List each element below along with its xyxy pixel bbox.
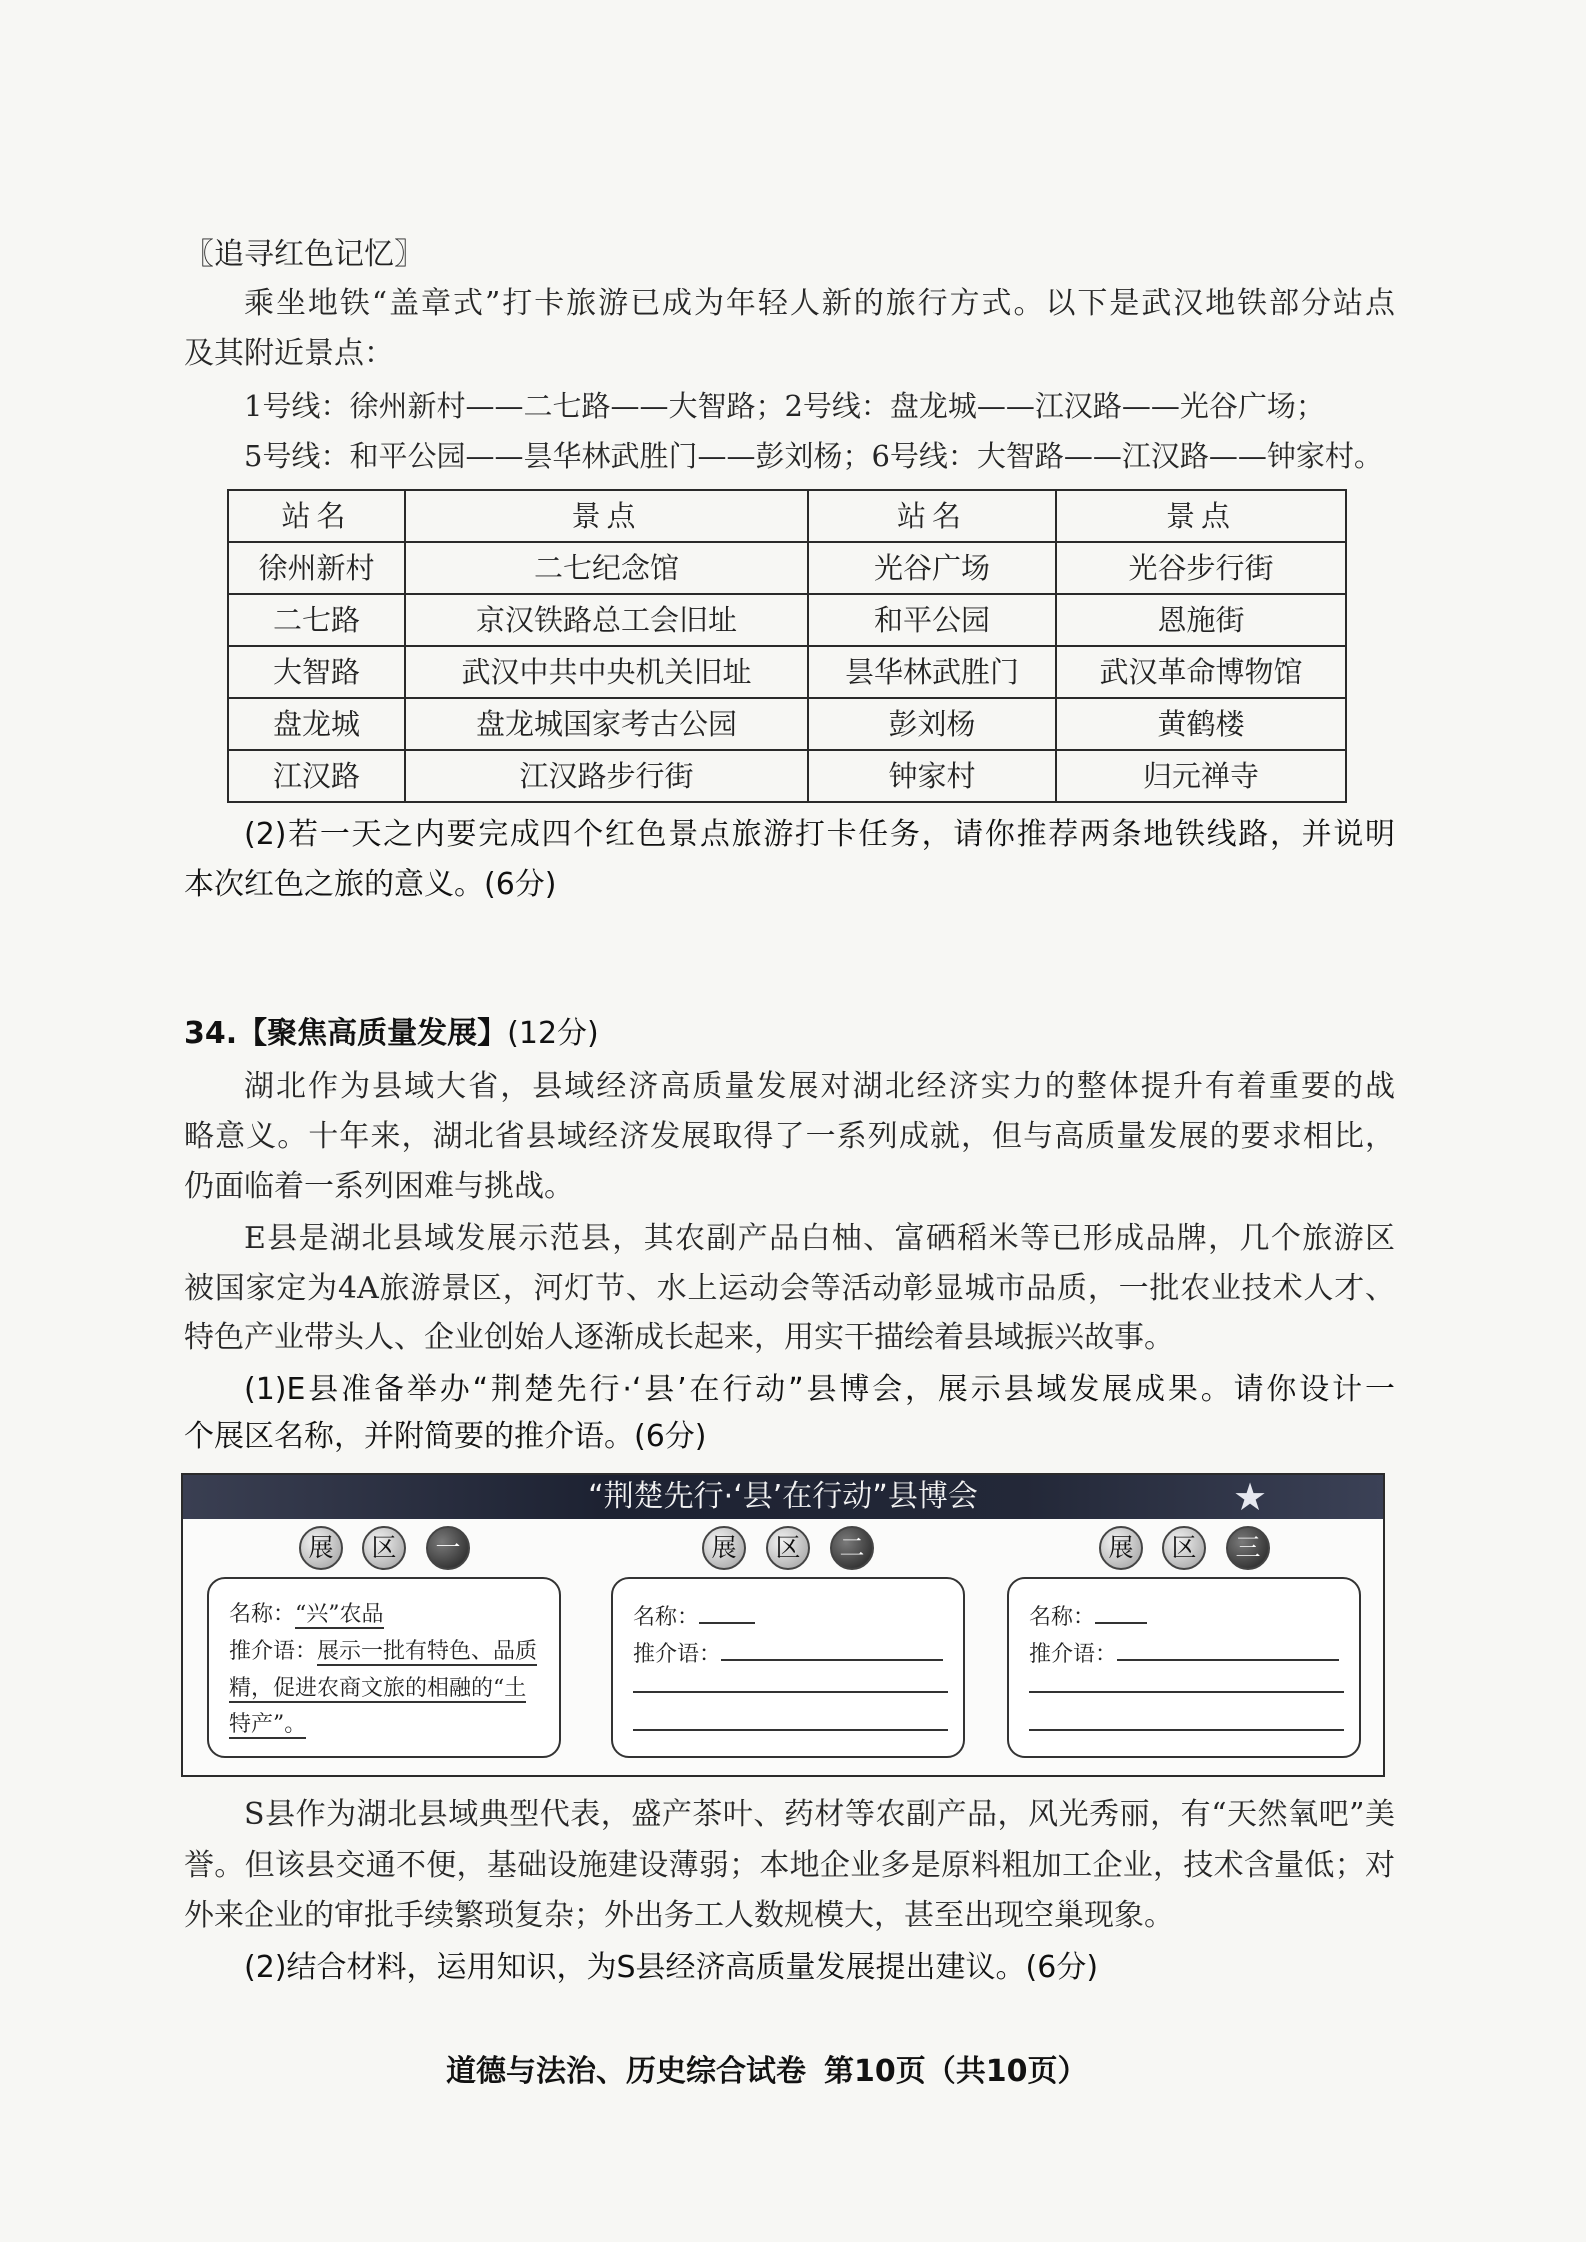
zone-name-label: 名称： (1029, 1605, 1096, 1630)
table-cell: 江汉路步行街 (405, 750, 808, 802)
table-cell: 彭刘杨 (808, 698, 1056, 750)
question-34-score: (12分) (507, 1016, 599, 1051)
zone-intro-text: 特产”。 (229, 1712, 307, 1737)
exhibition-panel (181, 1473, 1385, 1777)
material-line: 仍面临着一系列困难与挑战。 (184, 1169, 574, 1204)
table-row (228, 750, 1346, 802)
footer-subject: 道德与法治、历史综合试卷 (446, 2054, 806, 2089)
zone-intro-row (229, 1633, 537, 1670)
zone-badge: 区 (1162, 1526, 1206, 1570)
zone-badge: 展 (299, 1526, 343, 1570)
zone-card-3 (1007, 1577, 1361, 1758)
table-cell: 大智路 (228, 646, 405, 698)
zone-number-badge: 一 (426, 1526, 470, 1570)
zone-badge: 展 (1099, 1526, 1143, 1570)
zone-badge: 区 (766, 1526, 810, 1570)
table-row (228, 646, 1346, 698)
zone-badge: 展 (702, 1526, 746, 1570)
table-row (228, 542, 1346, 594)
table-cell: 盘龙城国家考古公园 (405, 698, 808, 750)
material-line: 誉。但该县交通不便，基础设施建设薄弱；本地企业多是原料粗加工企业，技术含量低；对 (184, 1848, 1395, 1883)
intro-line: 及其附近景点： (184, 336, 394, 371)
zone-name-row (229, 1596, 384, 1633)
table-cell: 武汉革命博物馆 (1056, 646, 1346, 698)
zone-card-1 (207, 1577, 561, 1758)
material-line: 特色产业带头人、企业创始人逐渐成长起来，用实干描绘着县域振兴故事。 (184, 1320, 1174, 1355)
blank-line (633, 1729, 948, 1731)
zone-intro-label: 推介语： (229, 1639, 318, 1664)
table-row (228, 594, 1346, 646)
zone-intro-text: 精，促进农商文旅的相融的“土 (229, 1676, 527, 1701)
table-cell: 和平公园 (808, 594, 1056, 646)
zone-intro-label: 推介语： (633, 1642, 722, 1667)
page-footer (446, 2047, 1088, 2097)
blank-line (1029, 1691, 1344, 1693)
table-header-cell: 站名 (228, 490, 405, 542)
material-line: 被国家定为4A旅游景区，河灯节、水上运动会等活动彰显城市品质，一批农业技术人才、 (184, 1271, 1395, 1306)
question-text: (2)结合材料，运用知识，为S县经济高质量发展提出建议。(6分) (244, 1950, 1099, 1985)
blank-line (699, 1596, 755, 1624)
zone-badge: 区 (362, 1526, 406, 1570)
material-line: 湖北作为县域大省，县域经济高质量发展对湖北经济实力的整体提升有着重要的战 (244, 1069, 1395, 1104)
metro-line-text: 5号线：和平公园——昙华林武胜门——彭刘杨；6号线：大智路——江汉路——钟家村。 (244, 439, 1383, 473)
table-cell: 昙华林武胜门 (808, 646, 1056, 698)
zone-intro-row (229, 1706, 306, 1743)
station-attraction-table (227, 489, 1347, 803)
table-cell: 二七路 (228, 594, 405, 646)
table-header-cell: 站名 (808, 490, 1056, 542)
zone-number-badge: 三 (1226, 1526, 1270, 1570)
zone-number-badge: 二 (830, 1526, 874, 1570)
question-text: 本次红色之旅的意义。(6分) (184, 867, 557, 902)
blank-line (1117, 1633, 1339, 1661)
zone-intro-row (229, 1670, 526, 1707)
material-line: 略意义。十年来，湖北省县域经济发展取得了一系列成就，但与高质量发展的要求相比， (184, 1119, 1395, 1154)
banner-title: “荆楚先行·‘县’在行动”县博会 (588, 1479, 978, 1514)
table-cell: 光谷广场 (808, 542, 1056, 594)
question-34-heading (184, 1009, 599, 1059)
question-text: (1)E县准备举办“荆楚先行·‘县’在行动”县博会，展示县域发展成果。请你设计一 (244, 1372, 1395, 1407)
table-cell: 徐州新村 (228, 542, 405, 594)
zone-intro-text: 展示一批有特色、品质 (317, 1639, 538, 1664)
table-cell: 恩施街 (1056, 594, 1346, 646)
question-text: 个展区名称，并附简要的推介语。(6分) (184, 1419, 707, 1454)
metro-line-text: 1号线：徐州新村——二七路——大智路；2号线：盘龙城——江汉路——光谷广场； (244, 389, 1325, 423)
zone-intro-label: 推介语： (1029, 1642, 1118, 1667)
zone-intro-row (633, 1633, 943, 1670)
zone-name-row (633, 1596, 755, 1633)
section-heading: 〖追寻红色记忆〗 (184, 237, 424, 272)
table-header-cell: 景点 (1056, 490, 1346, 542)
blank-line (633, 1691, 948, 1693)
zone-intro-row (1029, 1633, 1339, 1670)
exhibition-banner (183, 1475, 1383, 1519)
star-icon: ★ (1233, 1475, 1268, 1519)
zone-card-2 (611, 1577, 965, 1758)
table-cell: 江汉路 (228, 750, 405, 802)
blank-line (1029, 1729, 1344, 1731)
material-line: 外来企业的审批手续繁琐复杂；外出务工人数规模大，甚至出现空巢现象。 (184, 1898, 1174, 1933)
table-cell: 武汉中共中央机关旧址 (405, 646, 808, 698)
blank-line (721, 1633, 943, 1661)
table-row (228, 698, 1346, 750)
zone-name-row (1029, 1596, 1147, 1633)
footer-page-number: 第10页（共10页） (824, 2054, 1088, 2089)
zone-name-label: 名称： (633, 1605, 700, 1630)
table-cell: 光谷步行街 (1056, 542, 1346, 594)
material-line: S县作为湖北县域典型代表，盛产茶叶、药材等农副产品，风光秀丽，有“天然氧吧”美 (244, 1797, 1395, 1832)
zone-name-value: “兴”农品 (295, 1602, 384, 1627)
table-cell: 归元禅寺 (1056, 750, 1346, 802)
table-cell: 二七纪念馆 (405, 542, 808, 594)
table-cell: 钟家村 (808, 750, 1056, 802)
blank-line (1095, 1596, 1147, 1624)
material-line: E县是湖北县域发展示范县，其农副产品白柚、富硒稻米等已形成品牌，几个旅游区 (244, 1221, 1395, 1256)
table-cell: 盘龙城 (228, 698, 405, 750)
table-header-cell: 景点 (405, 490, 808, 542)
question-34-title: 34.【聚焦高质量发展】 (184, 1016, 508, 1051)
question-text: (2)若一天之内要完成四个红色景点旅游打卡任务，请你推荐两条地铁线路，并说明 (244, 817, 1395, 852)
table-header-row (228, 490, 1346, 542)
table-cell: 京汉铁路总工会旧址 (405, 594, 808, 646)
intro-line: 乘坐地铁“盖章式”打卡旅游已成为年轻人新的旅行方式。以下是武汉地铁部分站点 (244, 286, 1395, 321)
table-cell: 黄鹤楼 (1056, 698, 1346, 750)
zone-name-label: 名称： (229, 1602, 296, 1627)
